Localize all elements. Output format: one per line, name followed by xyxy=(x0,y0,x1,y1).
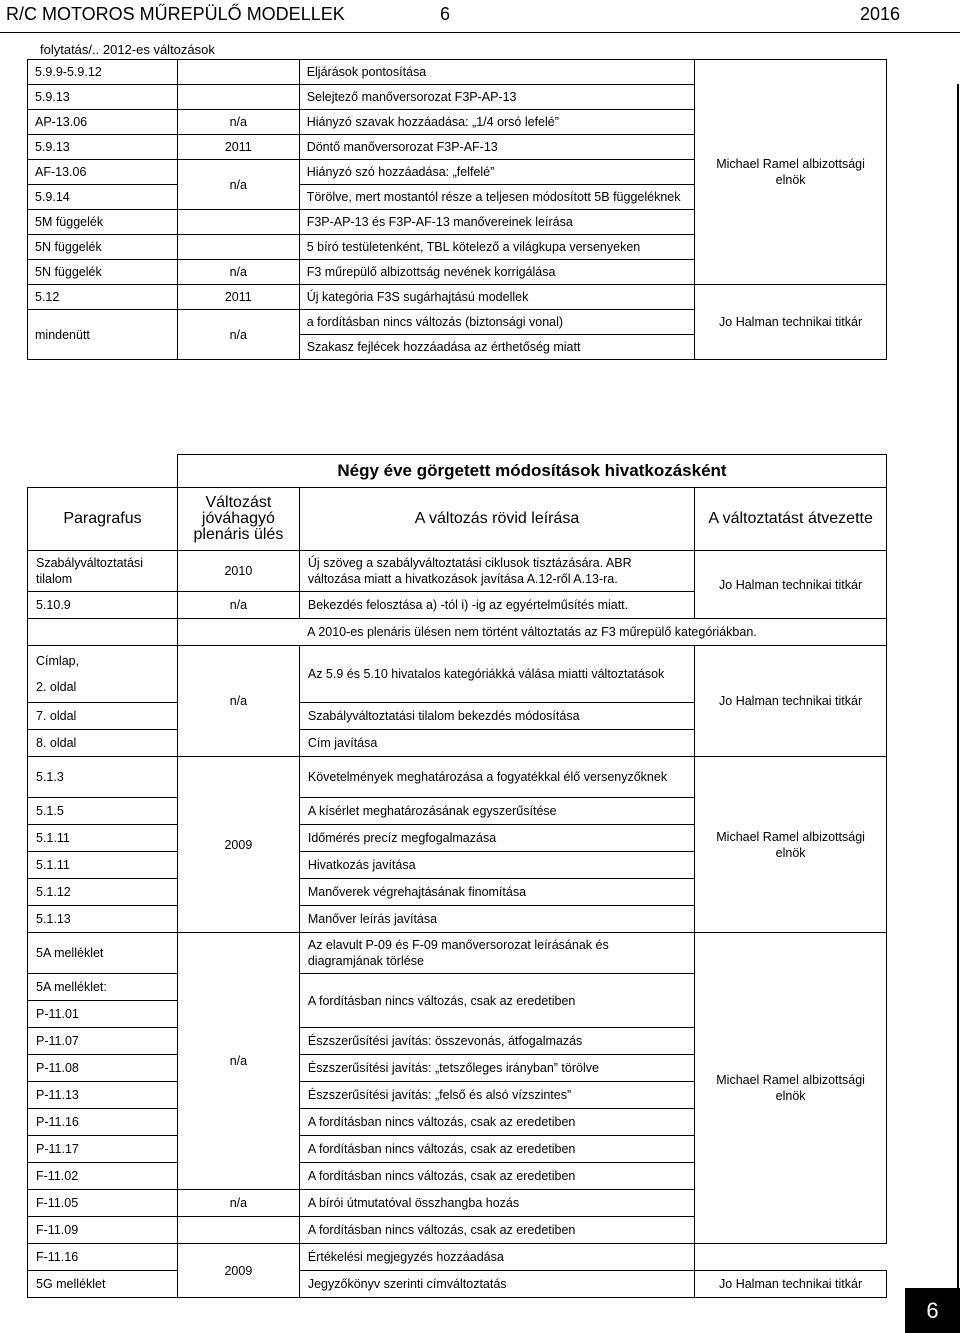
table-title: Négy éve görgetett módosítások hivatkozásként xyxy=(177,455,886,488)
cell-plenary: 2011 xyxy=(177,135,299,160)
cell-description: Észszerűsítési javítás: „felső és alsó vízszintes” xyxy=(299,1082,694,1109)
cell-plenary xyxy=(177,210,299,235)
table-row xyxy=(28,933,887,974)
cell-changed-by xyxy=(695,60,887,285)
cell-paragraph: Szabályváltoztatási tilalom xyxy=(28,551,178,592)
cell-changed-by: Michael Ramel albizottsági elnök xyxy=(695,933,887,1244)
cell-paragraph: 5M függelék xyxy=(28,210,178,235)
cell-changed-by: Michael Ramel albizottsági elnök xyxy=(695,757,887,933)
cell-paragraph: P-11.08 xyxy=(28,1055,178,1082)
table-title-row xyxy=(28,455,887,488)
cell-description: Szakasz fejlécek hozzáadása az érthetőség miatt xyxy=(299,335,694,360)
cell-paragraph: 5.12 xyxy=(28,285,178,310)
cell-description: Cím javítása xyxy=(299,730,694,757)
blank-cell xyxy=(28,619,178,646)
cell-description: Észszerűsítési javítás: „tetszőleges irányban” törölve xyxy=(299,1055,694,1082)
cell-description: 5 bíró testületenként, TBL kötelező a világkupa versenyeken xyxy=(299,235,694,260)
paragraph-line: Címlap, xyxy=(36,654,80,668)
cell-description: Hivatkozás javítása xyxy=(299,852,694,879)
cell-plenary xyxy=(177,60,299,85)
cell-changed-by: Jo Halman technikai titkár xyxy=(695,551,887,619)
cell-plenary xyxy=(177,1217,299,1244)
cell-description: F3P-AP-13 és F3P-AF-13 manővereinek leírása xyxy=(299,210,694,235)
cell-plenary: n/a xyxy=(177,1190,299,1217)
cell-paragraph: 5.1.13 xyxy=(28,906,178,933)
note-row xyxy=(28,619,887,646)
cell-description: Követelmények meghatározása a fogyatékkal élő versenyzőknek xyxy=(299,757,694,798)
cell-paragraph: 7. oldal xyxy=(28,703,178,730)
cell-description: Döntő manőversorozat F3P-AF-13 xyxy=(299,135,694,160)
note-text: A 2010-es plenáris ülésen nem történt változtatás az F3 műrepülő kategóriákban. xyxy=(177,619,886,646)
cell-paragraph: 5.10.9 xyxy=(28,592,178,619)
cell-plenary: n/a xyxy=(177,310,299,360)
cell-paragraph: 5A melléklet xyxy=(28,933,178,974)
cell-plenary xyxy=(177,85,299,110)
cell-description: Selejtező manőversorozat F3P-AP-13 xyxy=(299,85,694,110)
cell-paragraph: AP-13.06 xyxy=(28,110,178,135)
table-row xyxy=(28,285,887,310)
cell-description: Időmérés precíz megfogalmazása xyxy=(299,825,694,852)
cell-paragraph: 5N függelék xyxy=(28,235,178,260)
cell-paragraph: 5.1.11 xyxy=(28,825,178,852)
cell-description: A fordításban nincs változás, csak az eredetiben xyxy=(299,1109,694,1136)
table-row xyxy=(28,757,887,798)
cell-description: A fordításban nincs változás, csak az eredetiben xyxy=(299,1136,694,1163)
cell-plenary: n/a xyxy=(177,592,299,619)
cell-plenary: n/a xyxy=(177,646,299,757)
blank-cell xyxy=(28,455,178,488)
cell-paragraph: 5.1.3 xyxy=(28,757,178,798)
cell-plenary xyxy=(177,235,299,260)
cell-description: Hiányzó szavak hozzáadása: „1/4 orsó lefelé” xyxy=(299,110,694,135)
cell-description: Hiányzó szó hozzáadása: „felfelé” xyxy=(299,160,694,185)
cell-plenary: 2010 xyxy=(177,551,299,592)
cell-description: A bírói útmutatóval összhangba hozás xyxy=(299,1190,694,1217)
changed-by-text: Michael Ramel albizottsági elnök xyxy=(716,157,865,187)
cell-paragraph: 5A melléklet: xyxy=(28,974,178,1001)
changes-2012-table xyxy=(27,59,887,360)
cell-paragraph: 5.1.5 xyxy=(28,798,178,825)
cell-paragraph: P-11.16 xyxy=(28,1109,178,1136)
cell-plenary: n/a xyxy=(177,933,299,1190)
cell-paragraph: F-11.16 xyxy=(28,1244,178,1271)
cell-paragraph: F-11.05 xyxy=(28,1190,178,1217)
cell-description: A fordításban nincs változás, csak az eredetiben xyxy=(299,1163,694,1190)
cell-description: Észszerűsítési javítás: összevonás, átfogalmazás xyxy=(299,1028,694,1055)
cell-paragraph: P-11.13 xyxy=(28,1082,178,1109)
cell-paragraph: 5.1.11 xyxy=(28,852,178,879)
cell-paragraph: mindenütt xyxy=(28,310,178,360)
cell-description: Az elavult P-09 és F-09 manőversorozat leírásának és diagramjának törlése xyxy=(299,933,694,974)
changed-by-text: Jo Halman technikai titkár xyxy=(719,315,863,329)
header-title: R/C MOTOROS MŰREPÜLŐ MODELLEK xyxy=(6,4,345,24)
cell-paragraph: P-11.07 xyxy=(28,1028,178,1055)
header-plenary: Változást jóváhagyó plenáris ülés xyxy=(177,488,299,551)
cell-paragraph: F-11.02 xyxy=(28,1163,178,1190)
cell-description: A fordításban nincs változás, csak az eredetiben xyxy=(299,1217,694,1244)
cell-plenary: 2009 xyxy=(177,757,299,933)
cell-description: A fordításban nincs változás, csak az eredetiben xyxy=(299,974,694,1028)
page-number-badge: 6 xyxy=(905,1288,960,1333)
cell-paragraph: AF-13.06 xyxy=(28,160,178,185)
cell-paragraph: 5N függelék xyxy=(28,260,178,285)
header-paragraph: Paragrafus xyxy=(28,488,178,551)
right-margin-line xyxy=(957,84,959,1333)
cell-description: Manőverek végrehajtásának finomítása xyxy=(299,879,694,906)
cell-paragraph: 5.9.13 xyxy=(28,135,178,160)
cell-paragraph: 8. oldal xyxy=(28,730,178,757)
header-description: A változás rövid leírása xyxy=(299,488,694,551)
cell-description: Az 5.9 és 5.10 hivatalos kategóriákká válása miatti változtatások xyxy=(299,646,694,703)
cell-paragraph: 5.9.13 xyxy=(28,85,178,110)
cell-changed-by xyxy=(695,285,887,360)
cell-plenary: 2011 xyxy=(177,285,299,310)
table-header-row xyxy=(28,488,887,551)
cell-description: F3 műrepülő albizottság nevének korrigálása xyxy=(299,260,694,285)
table-row xyxy=(28,1271,887,1298)
table-row xyxy=(28,60,887,85)
cell-paragraph: 5.9.14 xyxy=(28,185,178,210)
cell-plenary: n/a xyxy=(177,110,299,135)
cell-description: Szabályváltoztatási tilalom bekezdés módosítása xyxy=(299,703,694,730)
cell-plenary: n/a xyxy=(177,260,299,285)
cell-paragraph: F-11.09 xyxy=(28,1217,178,1244)
cell-paragraph: 5G melléklet xyxy=(28,1271,178,1298)
cell-description: Manőver leírás javítása xyxy=(299,906,694,933)
paragraph-line: 2. oldal xyxy=(36,680,77,694)
cell-paragraph: P-11.01 xyxy=(28,1001,178,1028)
cell-changed-by: Jo Halman technikai titkár xyxy=(695,646,887,757)
cell-description: Új kategória F3S sugárhajtású modellek xyxy=(299,285,694,310)
cell-paragraph: 5.9.9-5.9.12 xyxy=(28,60,178,85)
cell-description: Új szöveg a szabályváltoztatási ciklusok tisztázására. ABR változása miatt a hivatkozások javítása A.12-ről A.13-ra. xyxy=(299,551,694,592)
table-row xyxy=(28,551,887,592)
cell-plenary: n/a xyxy=(177,160,299,210)
header-page: 6 xyxy=(440,4,451,24)
rolling-changes-table xyxy=(27,454,887,1298)
cell-description: Bekezdés felosztása a) -tól i) -ig az egyértelműsítés miatt. xyxy=(299,592,694,619)
cell-description: A kísérlet meghatározásának egyszerűsítése xyxy=(299,798,694,825)
header-year: 2016 xyxy=(859,4,900,24)
cell-description: Törölve, mert mostantól része a teljesen módosított 5B függeléknek xyxy=(299,185,694,210)
cell-paragraph: 5.1.12 xyxy=(28,879,178,906)
cell-changed-by: Jo Halman technikai titkár xyxy=(695,1271,887,1298)
cell-paragraph: P-11.17 xyxy=(28,1136,178,1163)
cell-plenary: 2009 xyxy=(177,1244,299,1298)
cell-description: Eljárások pontosítása xyxy=(299,60,694,85)
blank-cell xyxy=(695,1244,887,1271)
table-row xyxy=(28,1244,887,1271)
page-header xyxy=(0,0,960,33)
cell-description: Értékelési megjegyzés hozzáadása xyxy=(299,1244,694,1271)
header-changed-by: A változtatást átvezette xyxy=(695,488,887,551)
continuation-label: folytatás/.. 2012-es változások xyxy=(40,42,215,57)
cell-paragraph xyxy=(28,646,178,703)
cell-description: Jegyzőkönyv szerinti címváltoztatás xyxy=(299,1271,694,1298)
cell-description: a fordításban nincs változás (biztonsági vonal) xyxy=(299,310,694,335)
